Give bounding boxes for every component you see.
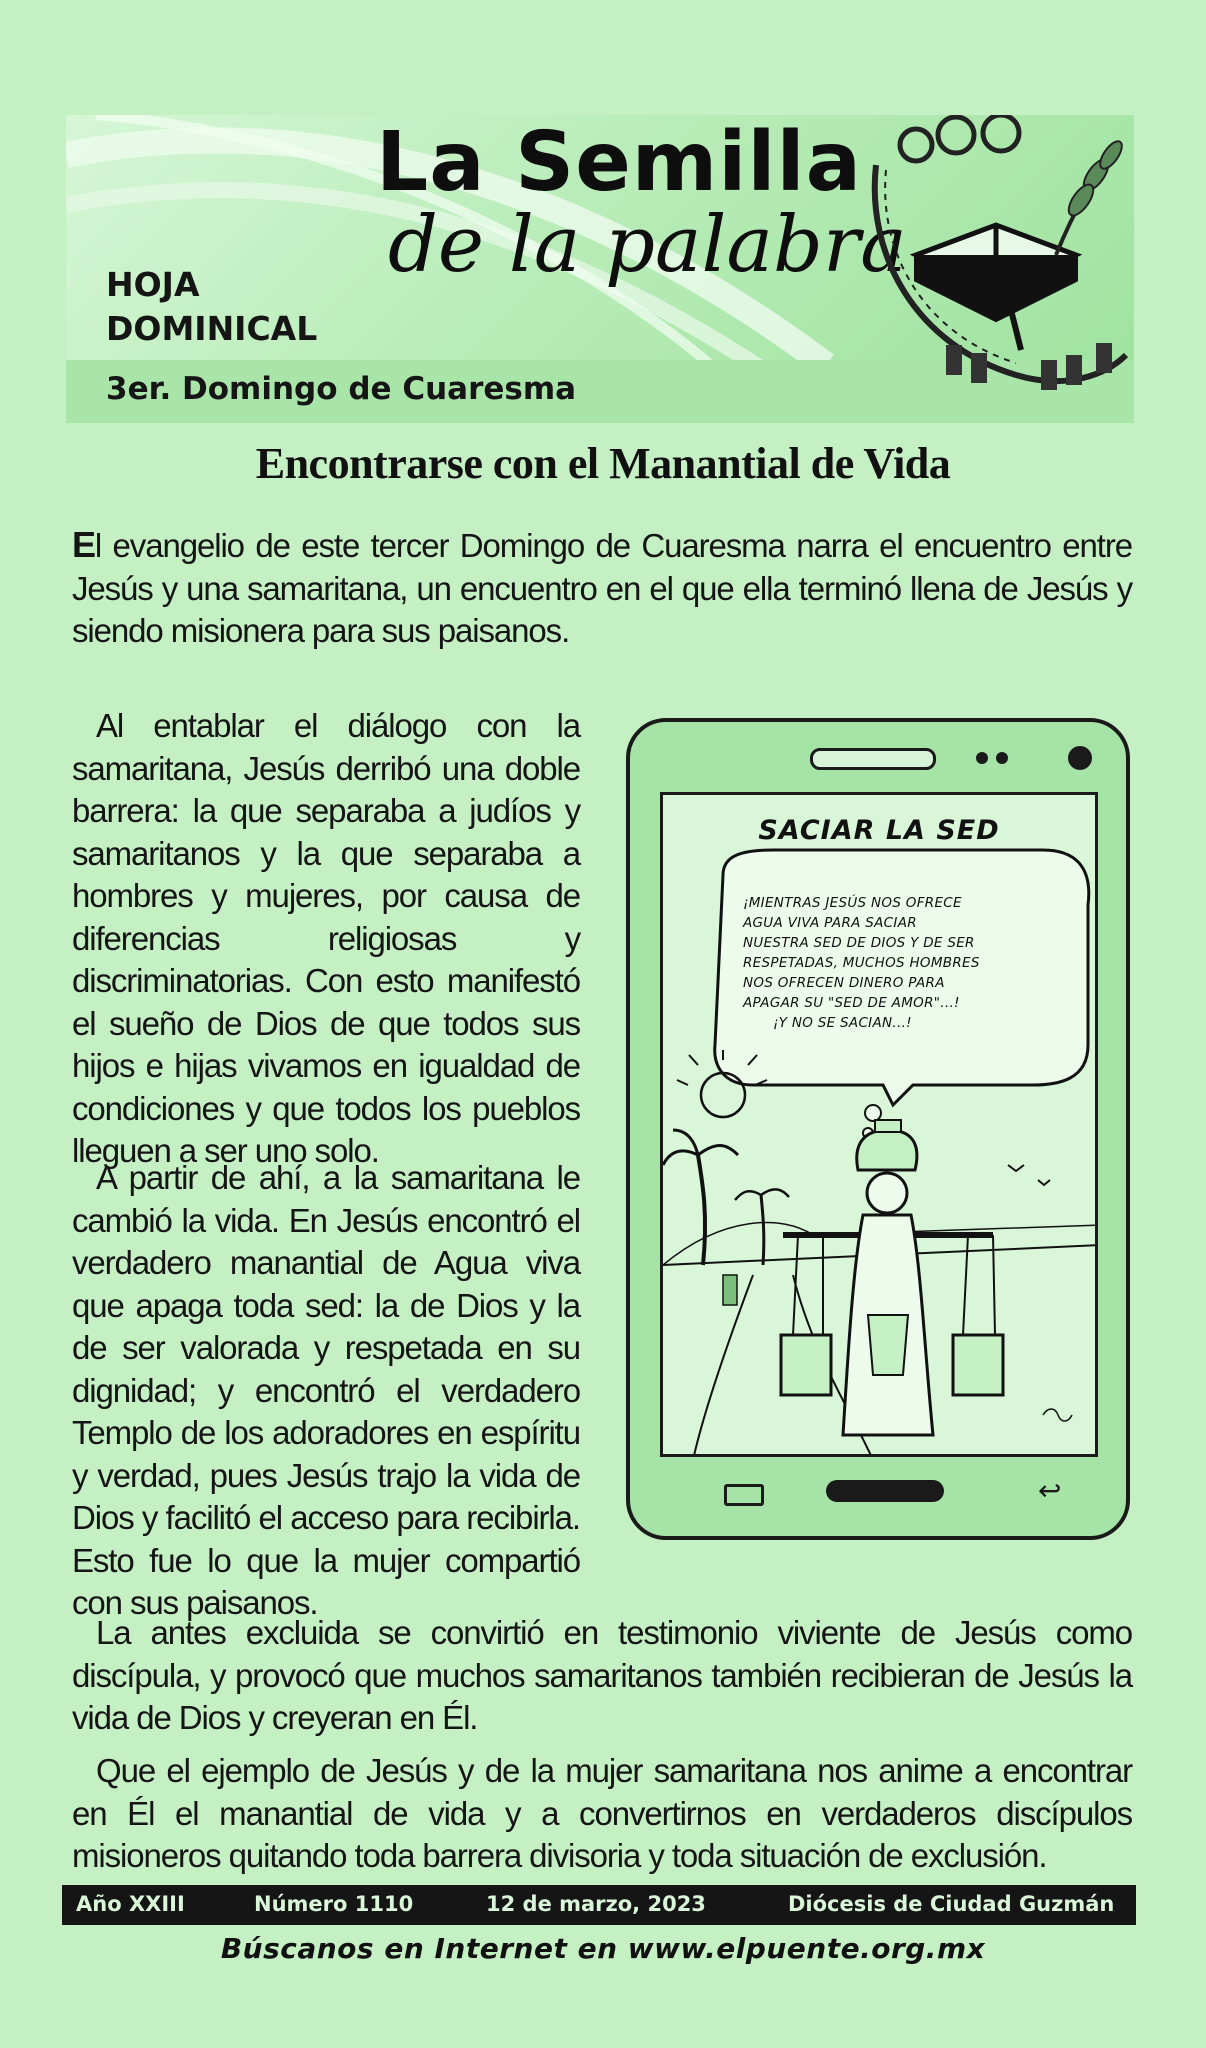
paragraph-3: A partir de ahí, a la samaritana le cambió la vida. En Jesús encontró el verdadero manantial de Agua viva que apaga toda sed: la de Dios y la de ser valorada y respetada en su dignidad; y encontró el verdadero Templo de los adoradores en espíritu y verdad, pues Jesús trajo la vida de Dios y facilitó el acceso para recibirla. Esto fue lo que la mujer compartió con sus paisanos. bbox=[72, 1159, 580, 1621]
issue-year: Año XXIII bbox=[76, 1892, 185, 1916]
paragraph-4: La antes excluida se convirtió en testimonio viviente de Jesús como discípula, y provocó que muchos samaritanos también recibieran de Jesús la vida de Dios y creyeran en Él. bbox=[72, 1614, 1132, 1736]
footer-bar bbox=[62, 1885, 1136, 1925]
bubble-line: RESPETADAS, MUCHOS HOMBRES bbox=[743, 955, 980, 971]
masthead-title: La Semilla bbox=[376, 115, 862, 210]
bubble-line: ¡Y NO SE SACIAN...! bbox=[773, 1015, 912, 1031]
paragraph-2: Al entablar el diálogo con la samaritana, Jesús derribó una doble barrera: la que separaba a judíos y samaritanos y la que separaba a hombres y mujeres, por causa de diferencias religiosas y discriminatorias. Con esto manifestó el sueño de Dios de que todos sus hijos e hijas vivamos en igualdad de condiciones y que todos los pueblos lleguen a ser uno solo. bbox=[72, 707, 580, 1169]
masthead-subtitle: de la palabra bbox=[388, 200, 907, 290]
phone-sensor-icon bbox=[996, 752, 1008, 764]
sunday-label: 3er. Domingo de Cuaresma bbox=[106, 371, 577, 407]
bubble-line: APAGAR SU "SED DE AMOR"...! bbox=[743, 995, 960, 1011]
bubble-line: NOS OFRECEN DINERO PARA bbox=[743, 975, 945, 991]
paragraph-1 bbox=[72, 524, 1132, 653]
comic-title: SACIAR LA SED bbox=[758, 815, 1000, 846]
hoja-line-2: DOMINICAL bbox=[106, 309, 318, 348]
phone-speaker-icon bbox=[810, 748, 936, 770]
header-banner bbox=[66, 115, 1134, 423]
phone-menu-button-icon bbox=[724, 1484, 764, 1506]
issue-date: 12 de marzo, 2023 bbox=[486, 1892, 706, 1916]
phone-home-button-icon bbox=[826, 1480, 944, 1502]
paragraph-1-initial: E bbox=[72, 524, 95, 565]
article-headline: Encontrarse con el Manantial de Vida bbox=[255, 439, 951, 488]
comic-screen bbox=[660, 792, 1098, 1457]
speech-bubble-text bbox=[743, 893, 1073, 1033]
paragraph-1-text: l evangelio de este tercer Domingo de Cuaresma narra el encuentro entre Jesús y una samaritana, un encuentro en el que ella terminó llena de Jesús y siendo misionera para sus paisanos. bbox=[72, 527, 1132, 649]
website-line: Búscanos en Internet en www.elpuente.org.mx bbox=[220, 1932, 986, 1965]
issue-number: Número 1110 bbox=[254, 1892, 414, 1916]
bible-wheat-emblem-icon bbox=[856, 115, 1134, 405]
phone-camera-icon bbox=[1068, 746, 1092, 770]
phone-illustration bbox=[626, 718, 1130, 1540]
paragraph-5: Que el ejemplo de Jesús y de la mujer samaritana nos anime a encontrar en Él el manantial de vida y a convertirnos en verdaderos discípulos misioneros quitando toda barrera divisoria y toda situación de exclusión. bbox=[72, 1752, 1132, 1874]
hoja-line-1: HOJA bbox=[106, 265, 200, 304]
diocese-name: Diócesis de Ciudad Guzmán bbox=[788, 1892, 1115, 1916]
hoja-dominical-label bbox=[106, 263, 317, 351]
phone-sensor-icon bbox=[976, 752, 988, 764]
phone-back-arrow-icon: ↩ bbox=[1038, 1474, 1062, 1507]
bubble-line: ¡MIENTRAS JESÚS NOS OFRECE bbox=[743, 895, 962, 911]
bubble-line: AGUA VIVA PARA SACIAR bbox=[743, 915, 917, 931]
bubble-line: NUESTRA SED DE DIOS Y DE SER bbox=[743, 935, 975, 951]
